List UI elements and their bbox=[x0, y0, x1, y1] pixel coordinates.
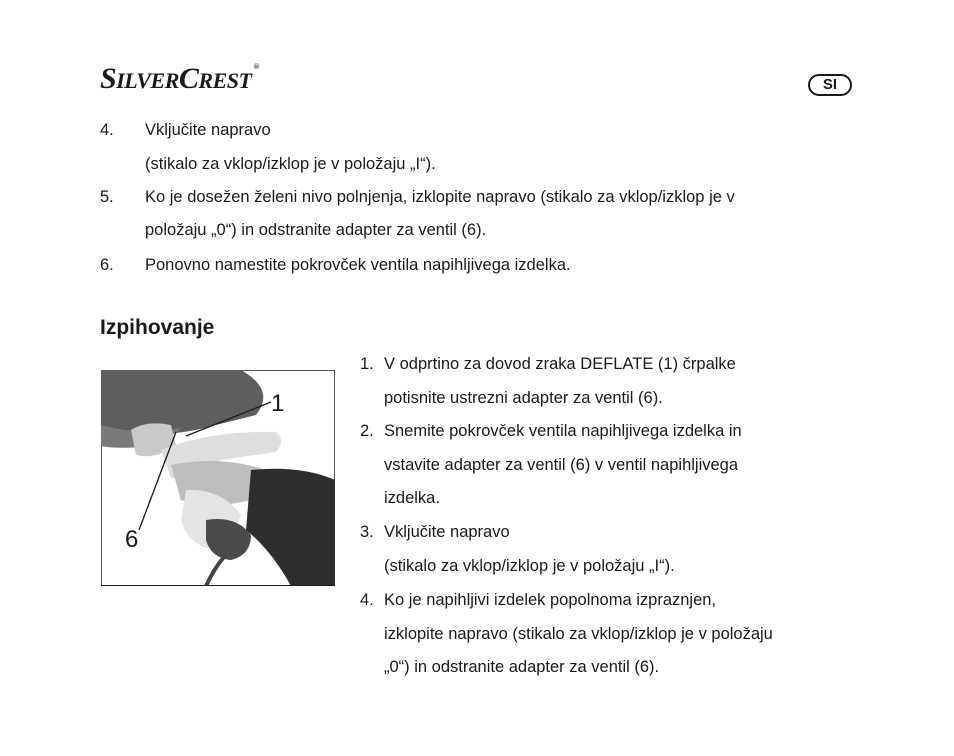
section-title: Izpihovanje bbox=[100, 316, 215, 339]
deflate-step-2-line-1: Snemite pokrovček ventila napihljivega izdelka in bbox=[384, 422, 742, 440]
deflate-step-3-line-2: (stikalo za vklop/izklop je v položaju „I“). bbox=[384, 557, 675, 575]
step-6-number: 6. bbox=[100, 256, 114, 274]
step-5-number: 5. bbox=[100, 188, 114, 206]
registered-mark: ® bbox=[253, 62, 259, 71]
step-5-line-2: položaju „0“) in odstranite adapter za ventil (6). bbox=[145, 221, 487, 239]
logo-text-rest: REST bbox=[198, 68, 252, 93]
deflate-step-2-line-3: izdelka. bbox=[384, 489, 440, 507]
step-4-line-1: Vključite napravo bbox=[145, 121, 271, 139]
deflate-step-2-line-2: vstavite adapter za ventil (6) v ventil napihljivega bbox=[384, 456, 739, 474]
deflate-step-1-line-2: potisnite ustrezni adapter za ventil (6). bbox=[384, 389, 663, 407]
step-5-line-1: Ko je dosežen želeni nivo polnjenja, izklopite napravo (stikalo za vklop/izklop je v bbox=[145, 188, 735, 206]
figure-label-6: 6 bbox=[125, 526, 139, 553]
logo-letter-c: C bbox=[178, 62, 199, 95]
deflate-step-4-line-1: Ko je napihljivi izdelek popolnoma izpraznjen, bbox=[384, 591, 717, 609]
figure-divider bbox=[101, 585, 335, 586]
step-4-line-2: (stikalo za vklop/izklop je v položaju „I“). bbox=[145, 155, 436, 173]
pump-photo bbox=[101, 370, 335, 586]
deflate-step-1-line-1: V odprtino za dovod zraka DEFLATE (1) črpalke bbox=[384, 355, 736, 373]
language-badge: SI bbox=[808, 74, 852, 96]
deflate-step-4-line-2: izklopite napravo (stikalo za vklop/izklop je v položaju bbox=[384, 625, 773, 643]
figure-label-1: 1 bbox=[271, 390, 285, 417]
brand-logo bbox=[100, 62, 259, 98]
figure-pump-adapter bbox=[101, 370, 335, 586]
deflate-step-3-number: 3. bbox=[360, 523, 374, 541]
step-6-line-1: Ponovno namestite pokrovček ventila napihljivega izdelka. bbox=[145, 256, 571, 274]
logo-letter-s: S bbox=[100, 62, 117, 95]
deflate-step-2-number: 2. bbox=[360, 422, 374, 440]
deflate-step-4-line-3: „0“) in odstranite adapter za ventil (6). bbox=[384, 658, 660, 676]
deflate-step-1-number: 1. bbox=[360, 355, 374, 373]
logo-text-ilver: ILVER bbox=[116, 68, 179, 93]
deflate-step-3-line-1: Vključite napravo bbox=[384, 523, 510, 541]
deflate-step-4-number: 4. bbox=[360, 591, 374, 609]
step-4-number: 4. bbox=[100, 121, 114, 139]
